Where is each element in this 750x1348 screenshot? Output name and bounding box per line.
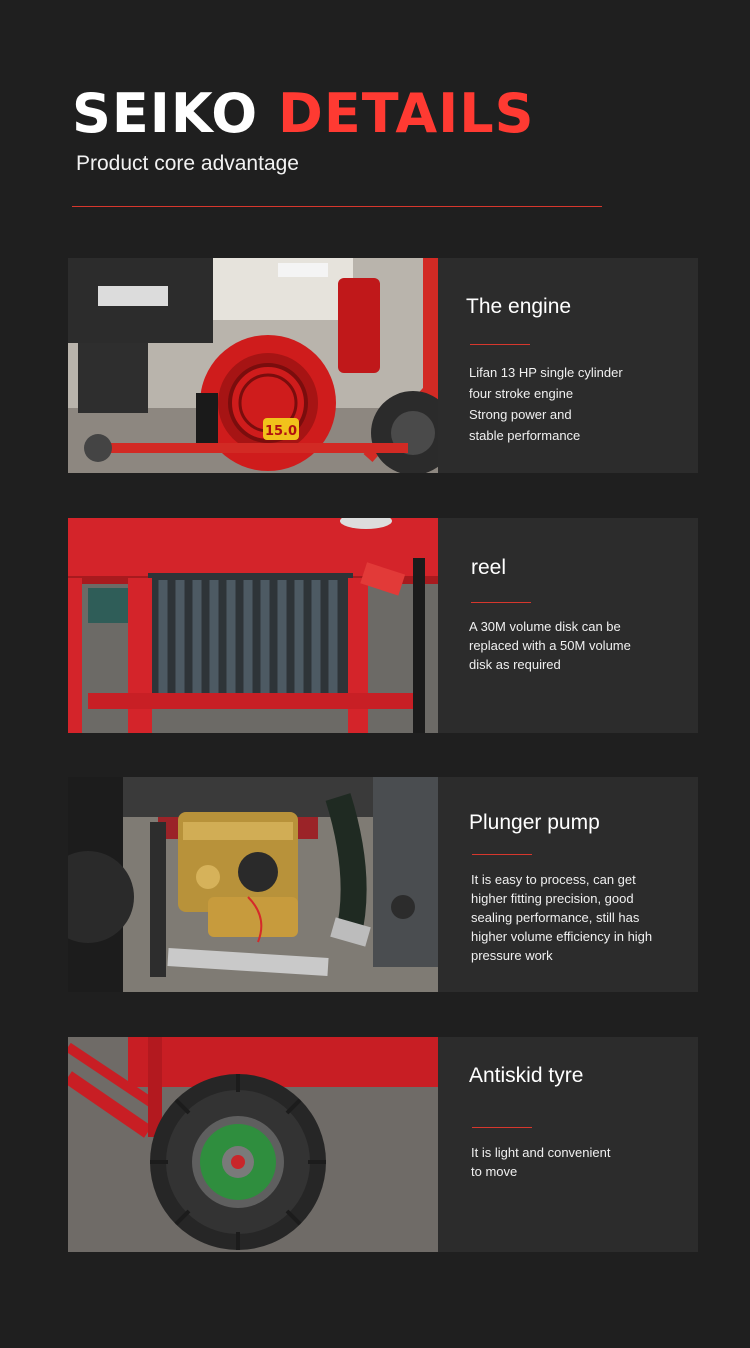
page-title	[72, 82, 612, 145]
desc-line: stable performance	[469, 428, 581, 443]
desc-line: disk as required	[469, 657, 561, 672]
card-description	[471, 1143, 681, 1181]
card-divider	[472, 854, 532, 855]
desc-line: sealing performance, still has	[471, 910, 640, 925]
tyre-text	[438, 1037, 698, 1252]
engine-badge-text: 15.0	[264, 424, 298, 439]
desc-line: A 30M volume disk can be	[469, 619, 621, 634]
card-title: Antiskid tyre	[469, 1064, 584, 1087]
desc-line: four stroke engine	[469, 386, 574, 401]
header-divider	[72, 206, 602, 207]
title-seiko: SEIKO	[72, 82, 259, 145]
pump-photo	[68, 777, 438, 992]
engine-photo	[68, 258, 438, 473]
desc-line: Strong power and	[469, 407, 572, 422]
card-divider	[470, 344, 530, 345]
desc-line: higher fitting precision, good	[471, 891, 634, 906]
reel-text	[438, 518, 698, 733]
feature-card-engine	[68, 258, 698, 473]
card-description	[469, 617, 679, 674]
feature-card-pump	[68, 777, 698, 992]
desc-line: pressure work	[471, 948, 553, 963]
pump-text	[438, 777, 698, 992]
card-title: The engine	[466, 295, 572, 318]
feature-card-tyre	[68, 1037, 698, 1252]
tyre-photo	[68, 1037, 438, 1252]
card-title: reel	[471, 556, 507, 579]
engine-text	[438, 258, 698, 473]
desc-line: to move	[471, 1164, 518, 1179]
card-description	[471, 870, 691, 965]
desc-line: Lifan 13 HP single cylinder	[469, 365, 623, 380]
desc-line: It is easy to process, can get	[471, 872, 636, 887]
page-header	[72, 82, 612, 175]
desc-line: It is light and convenient	[471, 1145, 611, 1160]
title-details: DETAILS	[278, 82, 535, 145]
reel-photo	[68, 518, 438, 733]
card-divider	[472, 1127, 532, 1128]
card-title: Plunger pump	[469, 811, 600, 834]
card-divider	[471, 602, 531, 603]
card-description	[469, 362, 679, 446]
desc-line: higher volume efficiency in high	[471, 929, 653, 944]
desc-line: replaced with a 50M volume	[469, 638, 631, 653]
page-subtitle: Product core advantage	[76, 152, 299, 175]
feature-card-reel	[68, 518, 698, 733]
